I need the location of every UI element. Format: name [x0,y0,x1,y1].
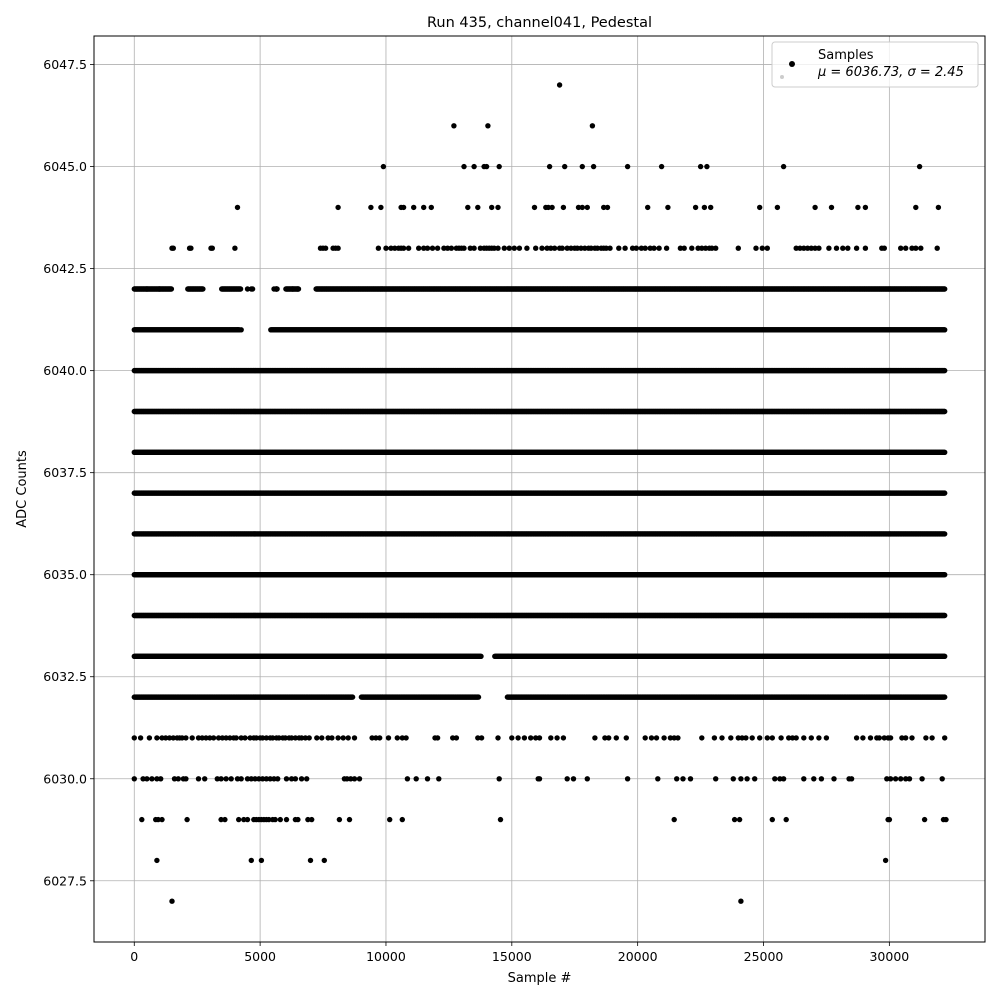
data-point [449,246,454,251]
data-point [274,286,279,291]
data-point [834,246,839,251]
data-point [561,205,566,210]
data-point [605,205,610,210]
data-point [295,286,300,291]
data-point [585,205,590,210]
data-point [200,286,205,291]
data-point [854,246,859,251]
data-point [863,246,868,251]
data-point [765,246,770,251]
data-point [552,246,557,251]
data-point [461,246,466,251]
data-point [702,205,707,210]
data-point [435,246,440,251]
data-point [826,246,831,251]
data-point [560,246,565,251]
data-point [465,205,470,210]
data-point [913,205,918,210]
data-point [290,286,295,291]
data-point [913,246,918,251]
data-point [757,205,762,210]
data-point [645,205,650,210]
data-point [485,123,490,128]
data-point [507,246,512,251]
data-point [532,205,537,210]
data-point [863,205,868,210]
data-point [232,246,237,251]
data-point [416,246,421,251]
data-point [918,246,923,251]
data-point [471,164,476,169]
data-point [704,164,709,169]
data-point [855,205,860,210]
data-point [829,205,834,210]
data-point [495,205,500,210]
data-point [335,246,340,251]
data-point [323,246,328,251]
data-point [401,246,406,251]
data-point [383,246,388,251]
data-point [376,246,381,251]
data-point [547,164,552,169]
data-point [643,246,648,251]
data-point [169,286,174,291]
data-point [235,205,240,210]
data-point [497,164,502,169]
data-point [562,164,567,169]
data-point [713,246,718,251]
data-point [845,246,850,251]
data-point [580,164,585,169]
data-point [411,205,416,210]
data-point [512,246,517,251]
data-point [171,246,176,251]
data-point [378,205,383,210]
data-point [698,164,703,169]
data-point [238,286,243,291]
data-point [475,205,480,210]
data-point [689,246,694,251]
data-point [580,205,585,210]
data-point [708,205,713,210]
data-point [682,246,687,251]
data-point [425,246,430,251]
data-point [250,286,255,291]
data-point [335,205,340,210]
data-point [736,246,741,251]
data-point [753,246,758,251]
data-point [502,246,507,251]
data-point [622,246,627,251]
data-point [524,246,529,251]
data-point [659,164,664,169]
data-point [590,123,595,128]
data-point [471,246,476,251]
data-point [144,286,149,291]
data-point [401,205,406,210]
data-point [157,286,162,291]
data-point [188,246,193,251]
data-point [664,246,669,251]
data-point [495,246,500,251]
data-point [882,246,887,251]
data-point [430,246,435,251]
data-point [781,164,786,169]
data-point [693,205,698,210]
data-point [935,246,940,251]
data-point [210,246,215,251]
data-point [898,246,903,251]
data-point [591,164,596,169]
data-point [429,205,434,210]
data-point [489,205,494,210]
data-point [406,246,411,251]
data-point [625,164,630,169]
data-point [942,368,947,373]
data-point [381,164,386,169]
data-point [942,327,947,332]
data-point [557,82,562,87]
data-point [539,246,544,251]
data-point [368,205,373,210]
data-point [607,246,612,251]
data-point [533,246,538,251]
data-point [775,205,780,210]
data-point [461,164,466,169]
data-point [760,246,765,251]
data-point [816,246,821,251]
data-point [936,205,941,210]
data-point [549,205,554,210]
data-point [484,164,489,169]
data-point [840,246,845,251]
data-point [665,205,670,210]
data-point [634,246,639,251]
data-point [616,246,621,251]
data-point [421,205,426,210]
data-point [651,246,656,251]
data-point [903,246,908,251]
data-point [517,246,522,251]
data-point [239,327,244,332]
data-point [917,164,922,169]
data-point [812,205,817,210]
data-point [942,286,947,291]
data-point [451,123,456,128]
data-point [656,246,661,251]
